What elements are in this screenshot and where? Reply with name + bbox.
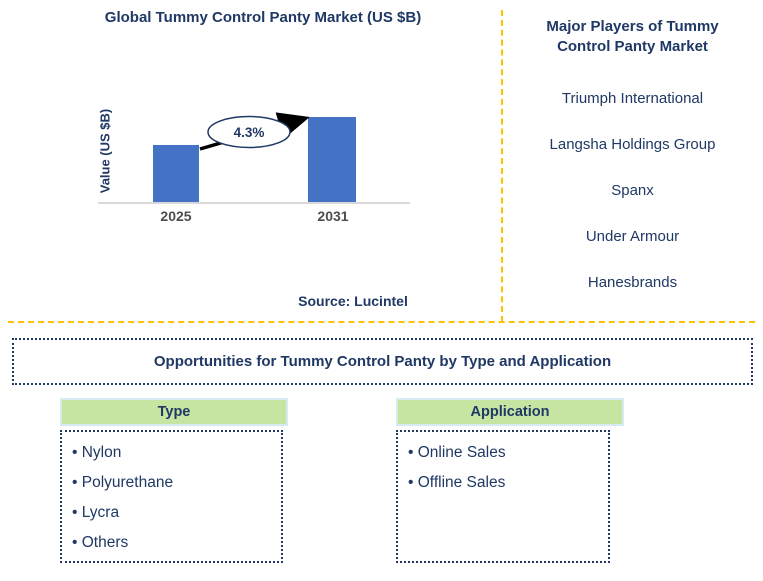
major-players-title-line2: Control Panty Market bbox=[557, 38, 708, 55]
y-axis-label: Value (US $B) bbox=[97, 108, 113, 194]
type-header: Type bbox=[60, 398, 288, 426]
x-tick-2025: 2025 bbox=[160, 208, 192, 224]
list-item: Triumph International bbox=[561, 90, 704, 107]
players-list bbox=[502, 90, 763, 291]
list-item: Hanesbrands bbox=[587, 274, 678, 291]
list-item: • Polyurethane bbox=[72, 468, 281, 498]
major-players-title bbox=[502, 17, 763, 57]
chart-title: Global Tummy Control Panty Market (US $B) bbox=[104, 9, 422, 26]
opportunities-title-box bbox=[12, 338, 753, 385]
x-tick-2031: 2031 bbox=[317, 208, 349, 224]
list-item: Under Armour bbox=[585, 228, 680, 245]
list-item: Spanx bbox=[611, 182, 654, 199]
list-item: • Others bbox=[72, 528, 281, 558]
opportunities-title: Opportunities for Tummy Control Panty by Type and Application bbox=[153, 353, 612, 370]
list-item: • Lycra bbox=[72, 498, 281, 528]
horizontal-divider bbox=[8, 321, 755, 323]
list-item: • Online Sales bbox=[408, 438, 608, 468]
list-item: Langsha Holdings Group bbox=[549, 136, 716, 153]
list-item: • Nylon bbox=[72, 438, 281, 468]
growth-annotation bbox=[0, 0, 500, 330]
growth-rate-label: 4.3% bbox=[233, 125, 265, 140]
major-players-title-line1: Major Players of Tummy bbox=[546, 18, 719, 35]
application-header: Application bbox=[396, 398, 624, 426]
application-list bbox=[396, 430, 610, 563]
type-list bbox=[60, 430, 283, 563]
source-label: Source: Lucintel bbox=[298, 293, 408, 309]
list-item: • Offline Sales bbox=[408, 468, 608, 498]
